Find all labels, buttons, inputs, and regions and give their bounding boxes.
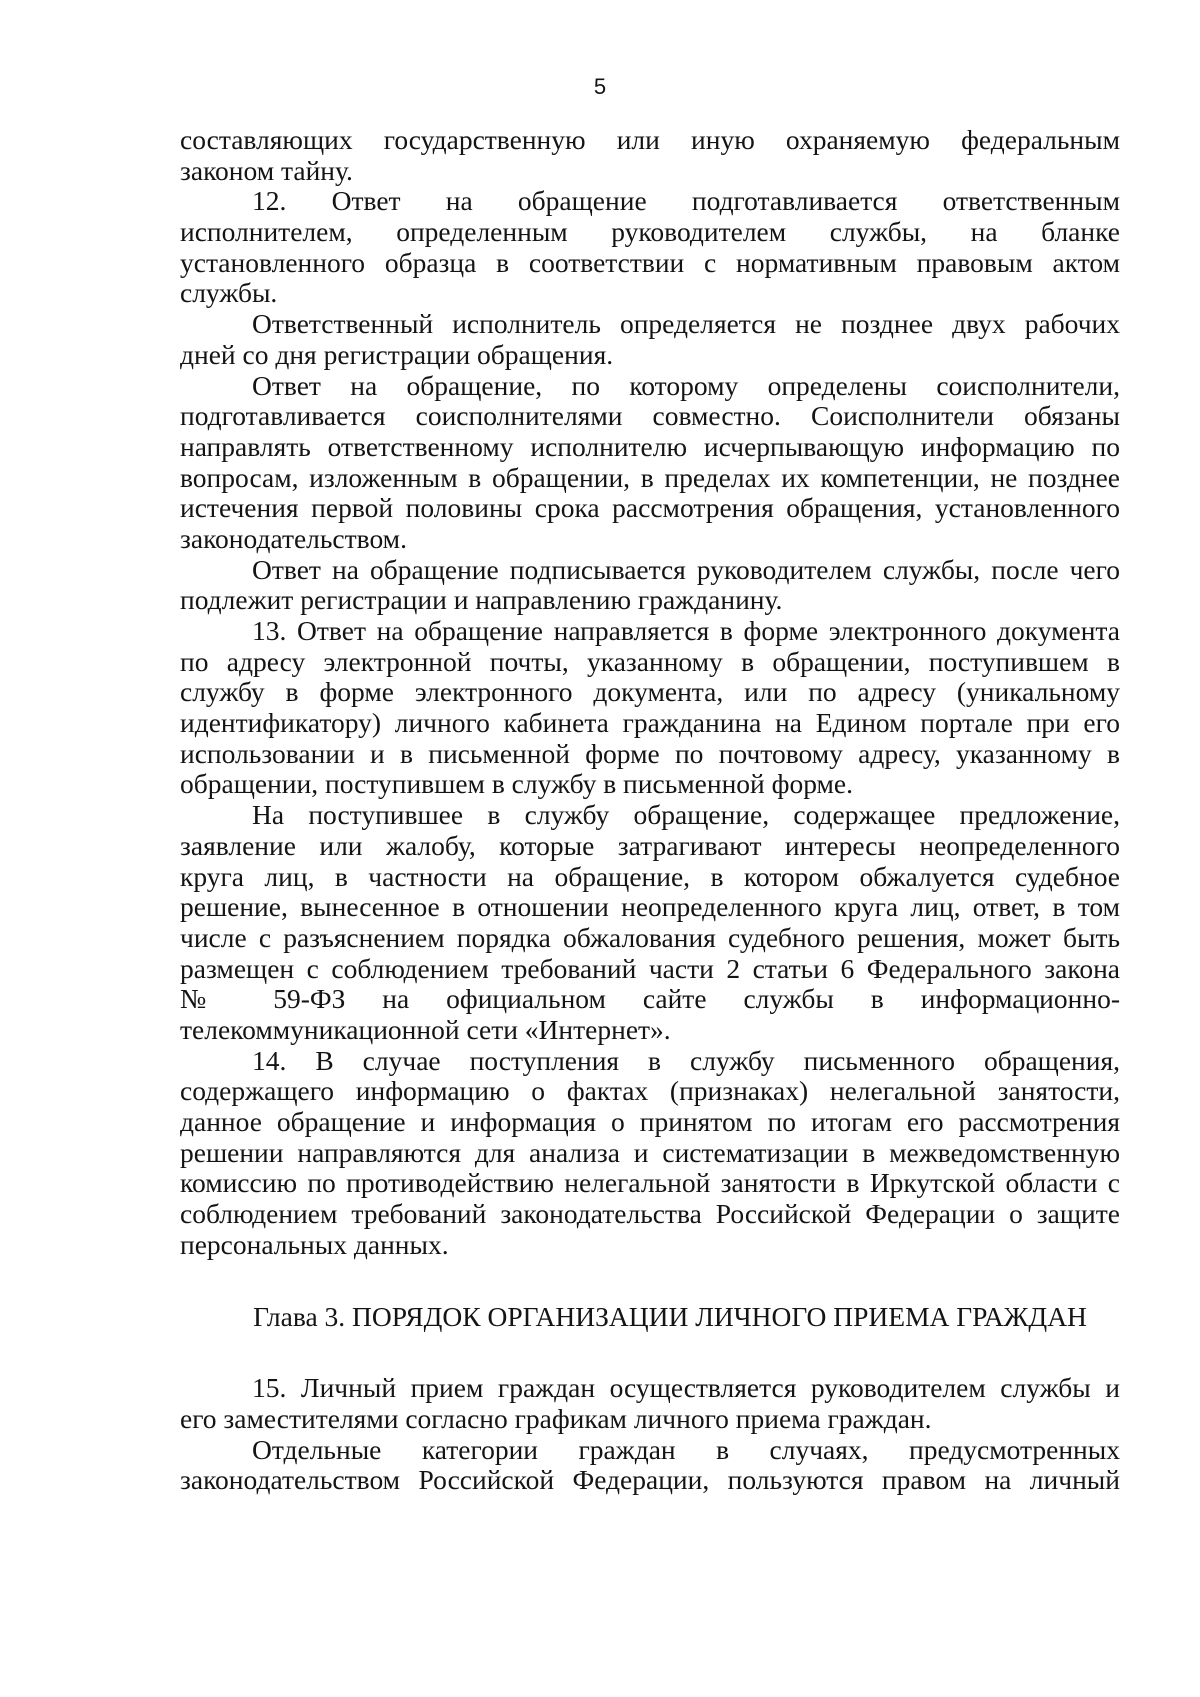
text-line: соблюдением требований законодательства Российской Федерации о защите [180,1199,1120,1230]
text-line: круга лиц, в частности на обращение, в котором обжалуется судебное [180,861,1120,892]
text-section-main [180,125,1120,1260]
text-line: числе с разъяснением порядка обжалования судебного решения, может быть [180,922,1120,953]
text-line: На поступившее в службу обращение, содержащее предложение, [252,800,1120,831]
text-line: по адресу электронной почты, указанному в обращении, поступившем в [180,646,1120,677]
text-line: 12. Ответ на обращение подготавливается ответственным [252,186,1120,217]
text-line: Ответ на обращение, по которому определены соисполнители, [252,370,1120,401]
page-number: 5 [593,74,607,99]
text-line: истечения первой половины срока рассмотрения обращения, установленного [180,493,1120,524]
text-line: использовании и в письменной форме по почтовому адресу, указанному в [180,738,1120,769]
text-line: подготавливается соисполнителями совместно. Соисполнители обязаны [180,401,1120,432]
text-line: Ответственный исполнитель определяется не позднее двух рабочих [252,309,1120,340]
text-line: 14. В случае поступления в службу письменного обращения, [252,1045,1120,1076]
text-line: вопросам, изложенным в обращении, в пределах их компетенции, не позднее [180,462,1120,493]
text-line: заявление или жалобу, которые затрагивают интересы неопределенного [180,830,1120,861]
text-line: подлежит регистрации и направлению гражданину. [180,584,783,616]
text-line: законом тайну. [180,154,353,186]
spacer [180,1333,1120,1373]
text-line: идентификатору) личного кабинета гражданина на Едином портале при его [180,708,1120,739]
text-line: комиссию по противодействию нелегальной занятости в Иркутской области с [180,1168,1120,1199]
text-line: направлять ответственному исполнителю исчерпывающую информацию по [180,431,1120,462]
text-line: службы. [180,277,278,309]
text-line: службу в форме электронного документа, или по адресу (уникальному [180,677,1120,708]
text-line: законодательством Российской Федерации, пользуются правом на личный [180,1465,1120,1496]
text-line: обращении, поступившем в службу в письменной форме. [180,768,854,800]
text-line: установленного образца в соответствии с нормативным правовым актом [180,247,1120,278]
text-line: 15. Личный прием граждан осуществляется руководителем службы и [252,1373,1120,1404]
document-body [180,125,1120,1496]
text-section-chapter-3 [180,1373,1120,1496]
spacer [180,1260,1120,1302]
text-line: составляющих государственную или иную охраняемую федеральным [180,125,1120,155]
text-line: данное обращение и информация о принятом по итогам его рассмотрения [180,1107,1120,1137]
text-line: телекоммуникационной сети «Интернет». [180,1013,671,1045]
text-line: его заместителями согласно графикам личного приема граждан. [180,1402,932,1434]
text-line: № 59-ФЗ на официальном сайте службы в информационно- [180,984,1120,1015]
text-line: Ответ на обращение подписывается руководителем службы, после чего [252,554,1120,585]
chapter-heading: Глава 3. ПОРЯДОК ОРГАНИЗАЦИИ ЛИЧНОГО ПРИЕМА ГРАЖДАН [253,1301,1087,1333]
text-line: 13. Ответ на обращение направляется в форме электронного документа [252,616,1120,646]
text-line: размещен с соблюдением требований части 2 статьи 6 Федерального закона [180,953,1120,984]
text-line: Отдельные категории граждан в случаях, предусмотренных [252,1434,1120,1465]
text-line: законодательством. [180,522,407,554]
text-line: исполнителем, определенным руководителем службы, на бланке [180,217,1120,248]
text-line: дней со дня регистрации обращения. [180,338,614,370]
text-line: содержащего информацию о фактах (признаках) нелегальной занятости, [180,1076,1120,1107]
text-line: решении направляются для анализа и систематизации в межведомственную [180,1137,1120,1168]
text-line: решение, вынесенное в отношении неопределенного круга лиц, ответ, в том [180,892,1120,923]
text-line: персональных данных. [180,1228,449,1260]
